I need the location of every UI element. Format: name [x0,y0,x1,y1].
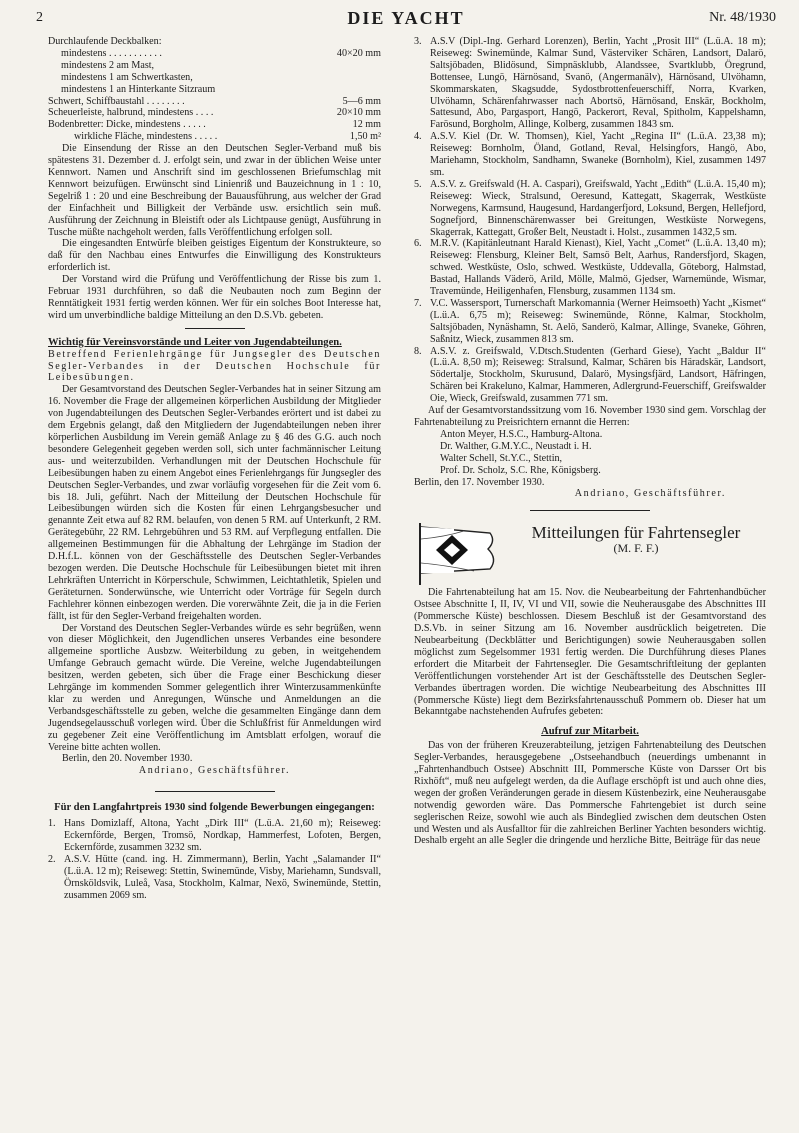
page-number: 2 [36,10,43,25]
paragraph: Der Gesamtvorstand des Deutschen Segler-Verbandes hat in seiner Sitzung am 16. November die Frage der allgemeinen körperlichen Ausbildung der Mitglieder von Jugendabteilungen des Deutschen Segler-Verbandes erörtert und ist dabei zu dem Ergebnis gelangt, daß den Mitgliedern der Jugendabteilungen neben ihrer körperlichen Ausbildung im Verein gemäß Anlage zu § 46 des G.G. auch noch besondere Gelegenheit gegeben werden soll, sich unter fachmännischer Leitung aus- und weiterzubilden. Verhandlungen mit der Deutschen Hochschule für Leibesübungen haben zu einem Angebot eines Ferienlehrgangs für Jungsegler des Deutschen Segler-Verbandes, und zwar vorläufig vorgesehen für die Zeit vom 6. bis 18. Juli, geführt. Nach der Mitteilung der Deutschen Hochschule für Leibesübungen würden sich die Kosten für einen Lehrgangsbesucher und genannte Zeit etwa auf 82 RM. belaufen, von denen 5 RM. auf Unterkunft, 2 RM. Gerätegebühr, 22 RM. Lehrgebühren und 53 RM. auf Verpflegung entfallen. Die allgemeinen Bestimmungen für die Abhaltung der Lehrgänge im Stadion der D.H.f.L. können von der Geschäftsstelle des Deutschen Segler-Verbandes bezogen werden. Die Deutsche Hochschule für Leibesübungen bietet mit ihren Lehrkräften Unterricht in Körperschule, Schwimmen, Leichtathletik, Spielen und Geräteturnen. Sonderwünsche, wie Unterricht oder Vorträge für Segeln durch Fachlehrer können einbezogen werden. Die vorerwähnte Zeit, die ja in die Ferien fällt, ist für den Segler-Verband freigehalten worden. [48,384,381,622]
list-text: A.S.V. Kiel (Dr. W. Thomsen), Kiel, Yacht „Regina II“ (L.ü.A. 23,38 m); Reiseweg: Bornholm, Öland, Gotland, Reval, Helsingfors, Hangö, Abo, Mariehamn, Stockholm, Sandhamn, Swaneke (Bornholm), Kiel, zusammen 1497 sm. [430,131,766,178]
spec-label: Bodenbretter: Dicke, mindestens . . . . . [48,119,206,131]
spec-value: 12 mm [352,119,381,131]
paragraph: Der Vorstand wird die Prüfung und Veröffentlichung der Risse bis zum 1. Februar 1931 durchführen, so daß die Neubauten noch zum Beginn der Renntätigkeit 1931 fertig werden können. Wer für ein solches Boot Interesse hat, wird um unverbindliche baldige Mitteilung an den D.S.Vb. gebeten. [48,274,381,321]
judge-name: Walter Schell, St.Y.C., Stettin, [440,452,563,464]
list-item [414,131,766,179]
spec-label: mindestens 1 am Schwertkasten, [61,71,193,83]
spec-row [48,72,381,84]
paragraph: Die Fahrtenabteilung hat am 15. Nov. die Neubearbeitung der Fahrtenhandbücher Ostsee Abschnitte I, II, IV, VI und VII, sowie die Neuherausgabe des Abschnittes III (Pommersche Küste) beschlossen. Diesem Beschluß ist der Gesamtvorstand des D.S.Vb. in seiner Sitzung am 16. November ausdrücklich beigetreten. Die Neubearbeitung (Deckblätter und Berichtigungen) sowie Neuherausgaben sollen möglichst zum Segelsommer 1931 fertig werden. Die Durchführung dieses Planes erfordert die Mitarbeit der Fahrtensegler. Die Gesamtschriftleitung der geplanten Veröffentlichungen vorstehender Art ist der Geschäftsstelle des Deutschen Segler-Verbandes übertragen worden. Die wichtige Neubearbeitung des Abschnittes III (Pommersche Küste) liegt dem Bezirksfahrtenausschuß Pommern ob. Dieser hat um Bekanntgabe nachstehenden Aufrufes gebeten: [414,587,766,718]
list-number: 2. [48,853,56,865]
spec-row [48,107,381,119]
list-item [414,298,766,346]
date-line: Berlin, den 17. November 1930. [414,476,545,488]
list-number: 1. [48,818,56,830]
spec-row [48,131,381,143]
entry-list [414,36,766,405]
list-text: A.S.V (Dipl.-Ing. Gerhard Lorenzen), Berlin, Yacht „Prosit III“ (L.ü.A. 18 m); Reiseweg: Swinemünde, Kalmar Sund, Västerviker Schären, Landsort, Dalarö, Saltsjöbaden, Blidösund, Simpnäsklubb, Alandssee, Svartklubb, Öregrund, Bottensee, Lungö, Härnösand, Svanö, (Angermanälv), Härnösand, Ulvöhamn, Skommarskaten, Skagsudde, Sydostbrottenfeuerschiff, Norra, Kvarken, Ulvöhamn, Schärenfahrwasser nach Abortsö, Härnösand, Enskär, Bockholm, Sattesund, Abo, Pargasport, Hangö, Packerort, Reval, Spitholm, Kappelshamn, Farösund, Borgholm, Allinge, Kolberg, zusammen 1843 sm. [430,36,766,131]
spec-label: mindestens 1 an Hinterkante Sitzraum [61,83,216,95]
paragraph: Auf der Gesamtvorstandssitzung vom 16. November 1930 sind gem. Vorschlag der Fahrtenabteilung zu Preisrichtern ernannt die Herren: [414,405,766,428]
paragraph: Das von der früheren Kreuzerabteilung, jetzigen Fahrtenabteilung des Deutschen Segler-Verbandes, herausgegebene „Ostseehandbuch (neuerdings umbenannt in „Fahrtenhandbuch Ostsee) Abschnitt III, Pommersche Küste von Darsser Ort bis Rixhöft“, muß neu aufgelegt werden, da die Auflage erschöpft ist und auch ohne dies, wegen der großen Veränderungen gerade in diesem Küstenbezirk, eine Neuherausgabe notwendig geworden wäre. Das Pommersche Fahrtengebiet ist durch seine seglerischen Reize, sowohl wie auch als Bindeglied zwischen dem deutschen Osten und Westen und als Ausfalltor für die zahlreichen Berliner Yachten besonders wichtig. Deshalb ergeht an alle Segler die dringende und herzliche Bitte, Beiträge für das neue [414,740,766,847]
judge-name: Prof. Dr. Scholz, S.C. Rhe, Königsberg. [440,464,601,476]
signature: Andriano, Geschäftsführer. [574,488,726,500]
spec-row [48,60,381,72]
list-item [414,238,766,298]
list-number: 7. [414,297,422,309]
list-text: A.S.V. Hütte (cand. ing. H. Zimmermann), Berlin, Yacht „Salamander II“ (L.ü.A. 12 m); Reiseweg: Stettin, Swinemünde, Visby, Mariehamn, Sundsvall, Örnsköldsvik, Luleå, Vasa, Stockholm, Kalmar, Nexö, Swinemünde, Stettin, zusammen 2069 sm. [64,853,381,901]
divider [185,328,245,329]
paragraph: Die eingesandten Entwürfe bleiben geistiges Eigentum der Konstrukteure, so daß für den Nachbau eines Entwurfes die Einwilligung des Konstrukteurs erforderlich ist. [48,238,381,274]
section-heading: Wichtig für Vereinsvorstände und Leiter von Jugendabteilungen. [48,336,342,348]
spec-value [377,60,381,72]
list-number: 6. [414,238,422,250]
paragraph: Die Einsendung der Risse an den Deutschen Segler-Verband muß bis spätestens 31. Dezember d. J. erfolgt sein, und zwar in der üblichen Weise unter Kennwort. Namen und Anschrift sind im geschlossenen Briefumschlag mit Kennwort beizufügen. Erwünscht sind Linienriß und Bauzeichnung in 1 : 10, Segelriß 1 : 20 und eine Beschreibung der Bauausführung, aus welcher der Grad der Einfachheit und Billigkeit der Verbände usw. ersichtlich sein muß. Ausführung der Zeichnung in Bleistift oder als Lichtpause genügt, Ausführung in Tusche müßte nachgeholt werden, falls Veröffentlichung erfolgen soll. [48,143,381,238]
list-number: 8. [414,345,422,357]
spec-label: mindestens 2 am Mast, [61,59,155,71]
list-item [414,36,766,131]
issue-number: Nr. 48/1930 [709,10,776,25]
spec-value: 20×10 mm [336,107,381,119]
spec-value [377,84,381,96]
specs-intro: Durchlaufende Deckbalken: [48,36,162,47]
judge-name: Anton Meyer, H.S.C., Hamburg-Altona. [440,428,603,440]
spec-label: Scheuerleiste, halbrund, mindestens . . . . [48,107,214,119]
section-title: Mitteilungen für Fahrtensegler [531,523,741,543]
spec-value [377,72,381,84]
divider [155,791,275,792]
spec-row [48,48,381,60]
spec-list [48,48,381,143]
list-number: 5. [414,178,422,190]
left-column [48,36,381,902]
divider [530,510,650,511]
list-item [48,818,381,854]
judge-name: Dr. Walther, G.M.Y.C., Neustadt i. H. [440,440,592,452]
spec-label: mindestens . . . . . . . . . . . [61,47,162,59]
signature: Andriano, Geschäftsführer. [138,765,291,777]
judges-list [414,429,766,477]
mff-banner [414,517,766,595]
list-item [48,854,381,902]
spec-value: 1,50 m² [349,131,381,143]
entry-list [48,818,381,901]
magazine-title: DIE YACHT [347,8,465,28]
list-text: A.S.V. z. Greifswald, V.Dtsch.Studenten (Gerhard Giese), Yacht „Baldur II“ (L.ü.A. 8,50 m); Reiseweg: Stralsund, Kalmar, Schären bis Häradskär, Landsort, Södertalje, Stockholm, Skurusund, Dalarö, Mysingsfjärd, Landsort, Häfringen, Schären bei Krakeluno, Kalmar, Hammeren, Adlergrund-Feuerschiff, Greifswalder Oie, Wieck, Greifswald, zusammen 771 sm. [430,345,766,405]
page-header [36,8,776,32]
section-subheading: Betreffend Ferienlehrgänge für Jungsegler des Deutschen Segler-Verbandes in der Deutschen Hochschule für Leibesübungen. [48,348,381,384]
paragraph: Der Vorstand des Deutschen Segler-Verbandes würde es sehr begrüßen, wenn von dieser Möglichkeit, den Jugendlichen unseres Verbandes eine besondere allgemeine sportliche Ausbzw. Weiterbildung zu geben, in weitgehendem Umfange Gebrauch gemacht würde. Die Vereine, welche Jugendabteilungen besitzen, werden gebeten, sich über die Frage einer Beschickung dieser Lehrgänge im kommenden Sommer gelegentlich ihrer Winterzusammenkünfte klar zu werden und Anregungen, Wünsche und Anmeldungen an die Verbandsgeschäftsstelle zu geben, welche die gesammelten Eingänge dann dem Jugendsegelausschuß vorlegen wird. Über die Schlußfrist für Anmeldungen wird zu gegebener Zeit eine Veröffentlichung im Amtsblatt erfolgen, worauf die Vereine bitte achten wollen. [48,622,381,753]
spec-row [48,119,381,131]
list-text: Hans Domizlaff, Altona, Yacht „Dirk III“ (L.ü.A. 21,60 m); Reiseweg: Eckernförde, Bergen, Tromsö, Nordkap, Hammerfest, Lofoten, Bergen, Eckernförde, zusammen 3232 sm. [64,818,381,853]
call-heading: Aufruf zur Mitarbeit. [541,726,639,738]
pennant-flag-icon [414,519,502,587]
list-text: M.R.V. (Kapitänleutnant Harald Kienast), Kiel, Yacht „Comet“ (L.ü.A. 13,40 m); Reiseweg: Flensburg, Kleiner Belt, Samsö Belt, Aarhus, Randersfjord, Skagen, schwed. Westküste, Oslo, schwed. Westküste, Uddevalla, Göteborg, Halmstad, Bastad, Hallands Väderö, Arild, Mölle, Malmö, Gjedser, Warnemünde, Wismar, Travemünde, Heiligenhafen, Flensburg, zusammen 1134 sm. [430,238,766,298]
list-number: 3. [414,36,422,47]
spec-label: wirkliche Fläche, mindestens . . . . . [74,131,218,143]
spec-label: Schwert, Schiffbaustahl . . . . . . . . [48,95,185,107]
list-item [414,179,766,239]
section-heading: Für den Langfahrtpreis 1930 sind folgende Bewerbungen eingegangen: [54,802,375,814]
spec-value: 40×20 mm [336,47,381,59]
right-column [414,36,766,847]
list-text: A.S.V. z. Greifswald (H. A. Caspari), Greifswald, Yacht „Edith“ (L.ü.A. 15,40 m); Reiseweg: Wieck, Stralsund, Oeresund, Kattegatt, Skagerrak, Westküste Norwegens, Karmsund, Haugesund, Hardangerfjord, Loksund, Bergen, Hellefjord, Sognefjord, Binnenschärenwasser bei Greitungen, Westküste Norwegens, Skagerrak, Kattegatt, Großer Belt, Neustadt i. Holst., zusammen 1432,5 sm. [430,178,766,238]
spec-row [48,96,381,108]
date-line: Berlin, den 20. November 1930. [62,753,193,765]
list-item [414,346,766,406]
spec-value: 5—6 mm [342,95,381,107]
spec-row [48,84,381,96]
section-subtitle: (M. F. F.) [613,541,659,556]
list-text: V.C. Wassersport, Turnerschaft Markomannia (Werner Heimsoeth) Yacht „Kismet“ (L.ü.A. 6,75 m); Reiseweg: Swinemünde, Rönne, Kalmar, Stockholm, Saltsjöbaden, Nynäshamn, St. Aelö, Sanderö, Kalmar, Allinge, Svaneke, Göhren, Saßnitz, Wieck, zusammen 813 sm. [430,297,766,345]
list-number: 4. [414,131,422,143]
